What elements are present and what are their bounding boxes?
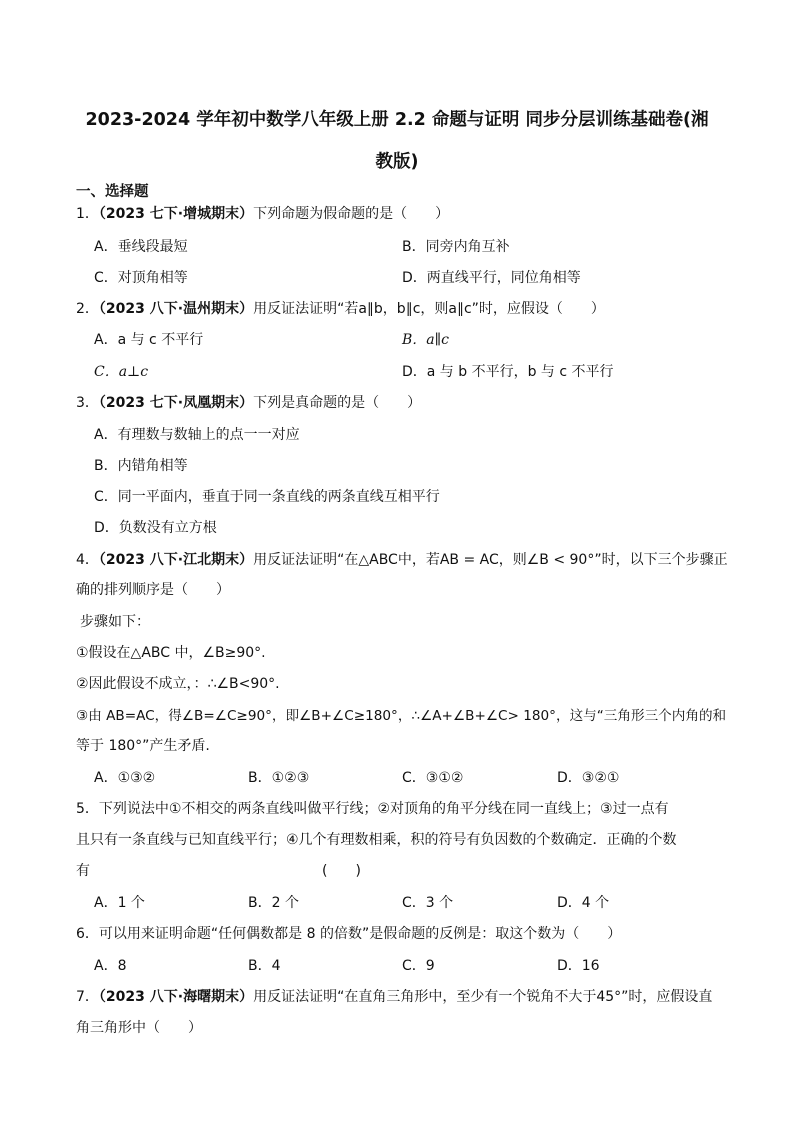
question-3-stem: 3．（2023 七下·凤凰期末）下列是真命题的是（ ） [76, 395, 422, 411]
question-5-stem: 5．下列说法中①不相交的两条直线叫做平行线；②对顶角的角平分线在同一直线上；③过一点有 [76, 801, 669, 817]
question-2-option-d: D．a 与 b 不平行，b 与 c 不平行 [402, 364, 614, 380]
question-5-option-b: B．2 个 [248, 895, 299, 911]
question-6-option-a: A．8 [94, 958, 127, 974]
question-6-option-c: C．9 [402, 958, 435, 974]
question-6-stem: 6．可以用来证明命题“任何偶数都是 8 的倍数”是假命题的反例是：取这个数为（ ） [76, 926, 622, 942]
question-3-option-d: D．负数没有立方根 [94, 520, 217, 536]
question-4-step-3-cont: 等于 180°”产生矛盾. [76, 738, 210, 754]
question-7-stem: 7．（2023 八下·海曙期末）用反证法证明“在直角三角形中，至少有一个锐角不大于45°”时，应假设直 [76, 989, 713, 1005]
question-2-option-a: A．a 与 c 不平行 [94, 332, 204, 348]
question-4-step-2: ②因此假设不成立，：∴∠B<90°. [76, 676, 280, 692]
question-4-steps-title: 步骤如下： [80, 614, 150, 630]
question-5-stem-cont: 且只有一条直线与已知直线平行；④几个有理数相乘，积的符号有负因数的个数确定．正确的个数 [76, 832, 677, 848]
question-7-stem-cont: 角三角形中（ ） [76, 1020, 202, 1036]
question-4-step-3: ③由 AB=AC，得∠B=∠C≥90°，即∠B+∠C≥180°，∴∠A+∠B+∠C> 180°，这与“三角形三个内角的和 [76, 708, 727, 724]
document-title-line1: 2023-2024 学年初中数学八年级上册 2.2 命题与证明 同步分层训练基础卷(湘 [85, 110, 709, 130]
question-1-option-a: A．垂线段最短 [94, 239, 188, 255]
question-1-stem: 1．（2023 七下·增城期末）下列命题为假命题的是（ ） [76, 206, 450, 222]
question-5-stem-end: 有 [76, 863, 90, 879]
question-2-option-b: B．a∥c [402, 332, 449, 348]
question-4-stem-cont: 确的排列顺序是（ ） [76, 582, 230, 598]
question-2-stem: 2．（2023 八下·温州期末）用反证法证明“若a∥b，b∥c，则a∥c”时，应假设（ ） [76, 301, 605, 317]
question-5-option-d: D．4 个 [557, 895, 610, 911]
question-4-option-b: B．①②③ [248, 770, 310, 786]
question-2-option-c: C．a⊥c [94, 364, 149, 380]
question-3-option-a: A．有理数与数轴上的点一一对应 [94, 427, 300, 443]
question-4-step-1: ①假设在△ABC 中，∠B≥90°. [76, 645, 266, 661]
question-4-option-a: A．①③② [94, 770, 156, 786]
section-heading: 一、选择题 [76, 184, 149, 200]
question-6-option-d: D．16 [557, 958, 600, 974]
question-3-option-b: B．内错角相等 [94, 458, 188, 474]
document-title-line2: 教版) [375, 152, 419, 172]
question-3-option-c: C．同一平面内，垂直于同一条直线的两条直线互相平行 [94, 489, 440, 505]
question-6-option-b: B．4 [248, 958, 281, 974]
question-1-option-c: C．对顶角相等 [94, 270, 188, 286]
question-4-stem: 4．（2023 八下·江北期末）用反证法证明“在△ABC中，若AB = AC，则∠B < 90°”时，以下三个步骤正 [76, 552, 728, 568]
question-4-option-d: D．③②① [557, 770, 620, 786]
question-5-option-a: A．1 个 [94, 895, 145, 911]
question-1-option-b: B．同旁内角互补 [402, 239, 510, 255]
question-1-option-d: D．两直线平行，同位角相等 [402, 270, 581, 286]
question-4-option-c: C．③①② [402, 770, 464, 786]
question-5-answer-paren: ( ) [322, 863, 361, 879]
question-5-option-c: C．3 个 [402, 895, 454, 911]
